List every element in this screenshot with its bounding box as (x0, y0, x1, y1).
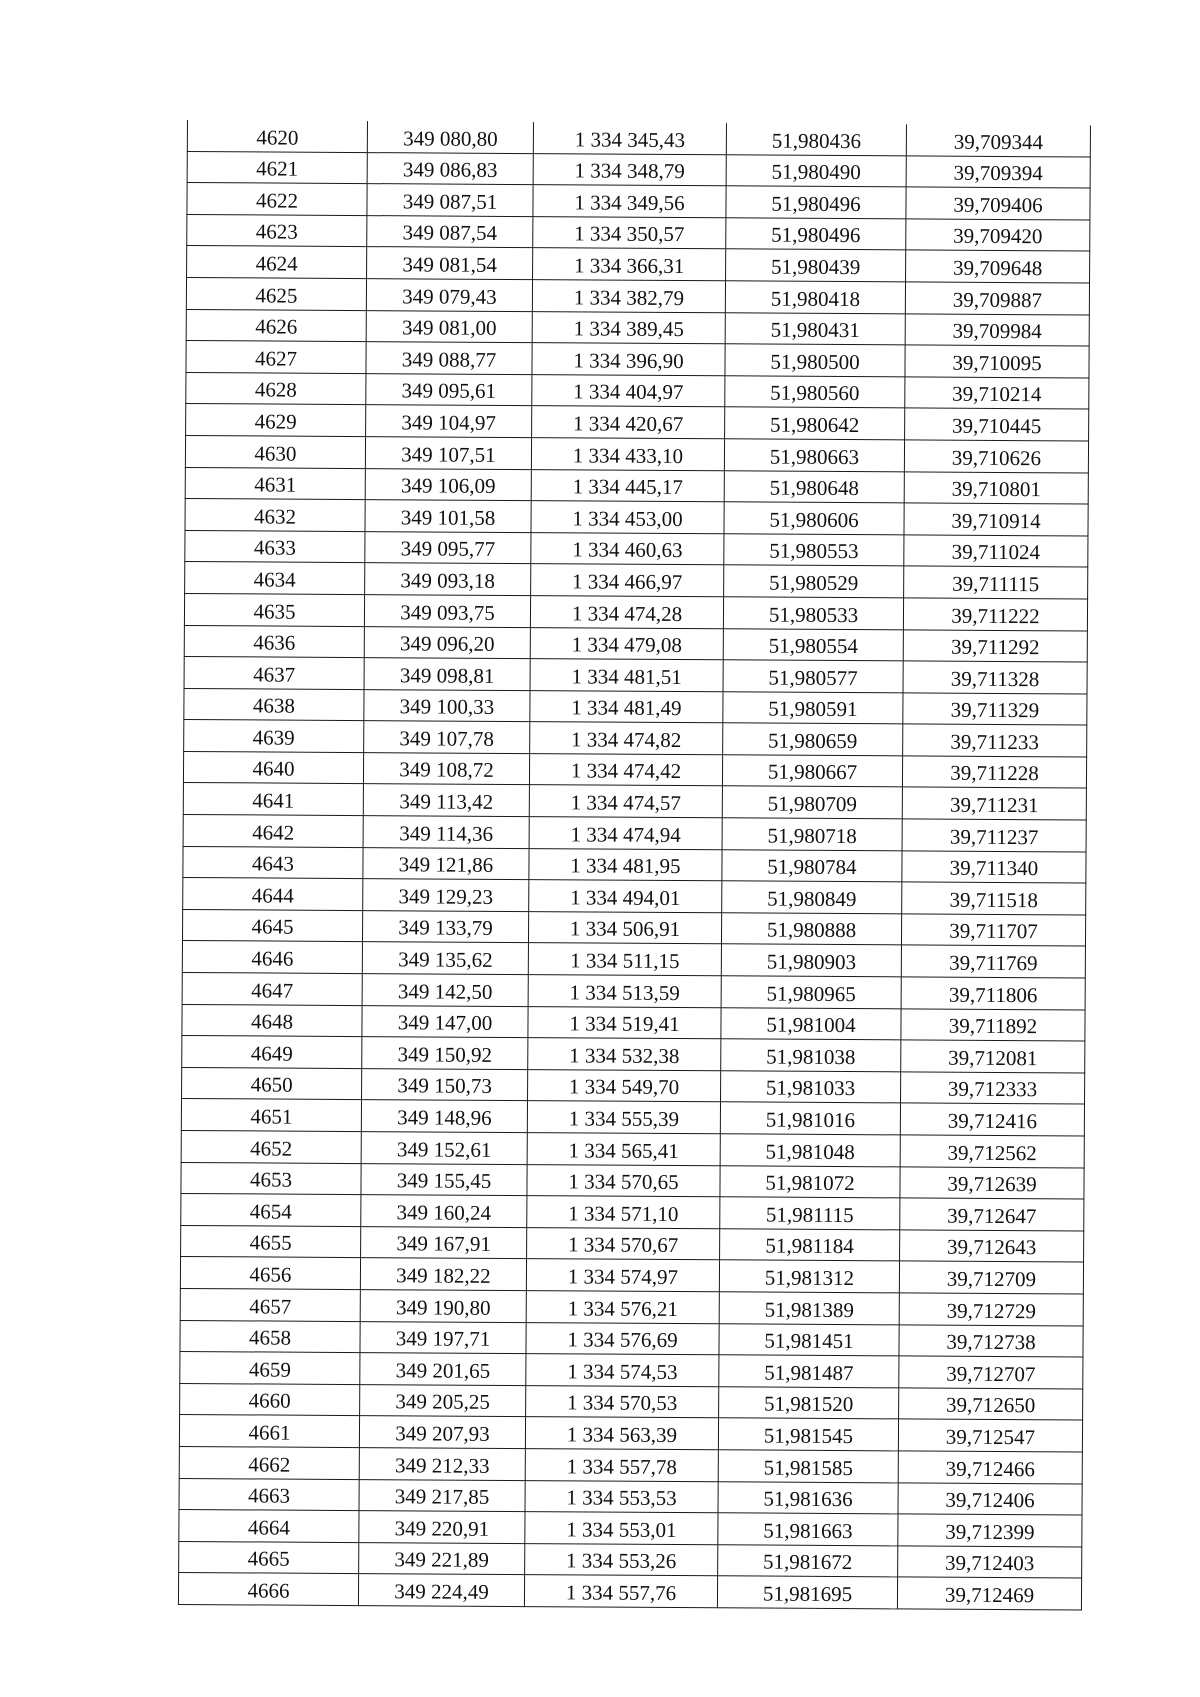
latitude-cell: 51,980888 (721, 913, 901, 946)
longitude-cell: 39,711769 (901, 945, 1085, 978)
x-coordinate-cell: 349 152,61 (361, 1132, 527, 1165)
y-coordinate-cell: 1 334 348,79 (533, 153, 726, 186)
y-coordinate-cell: 1 334 350,57 (533, 216, 726, 249)
longitude-cell: 39,710095 (905, 345, 1089, 378)
latitude-cell: 51,981115 (720, 1197, 900, 1230)
point-number-cell: 4622 (187, 183, 367, 216)
point-number-cell: 4640 (183, 751, 363, 784)
y-coordinate-cell: 1 334 553,53 (525, 1480, 718, 1513)
latitude-cell: 51,980718 (722, 818, 902, 851)
latitude-cell: 51,980500 (725, 344, 905, 377)
x-coordinate-cell: 349 150,92 (362, 1037, 528, 1070)
x-coordinate-cell: 349 114,36 (363, 816, 529, 849)
y-coordinate-cell: 1 334 574,97 (526, 1259, 719, 1292)
longitude-cell: 39,709344 (906, 124, 1090, 156)
y-coordinate-cell: 1 334 557,76 (524, 1575, 717, 1608)
x-coordinate-cell: 349 087,54 (367, 215, 533, 248)
x-coordinate-cell: 349 150,73 (362, 1068, 528, 1101)
x-coordinate-cell: 349 147,00 (362, 1005, 528, 1038)
longitude-cell: 39,712416 (900, 1103, 1084, 1136)
longitude-cell: 39,711806 (901, 977, 1085, 1010)
x-coordinate-cell: 349 201,65 (360, 1353, 526, 1386)
longitude-cell: 39,712547 (898, 1419, 1082, 1452)
point-number-cell: 4621 (187, 151, 367, 184)
y-coordinate-cell: 1 334 511,15 (528, 943, 721, 976)
point-number-cell: 4661 (179, 1415, 359, 1448)
x-coordinate-cell: 349 098,81 (364, 658, 530, 691)
latitude-cell: 51,980784 (722, 849, 902, 882)
point-number-cell: 4660 (180, 1383, 360, 1416)
y-coordinate-cell: 1 334 553,01 (525, 1512, 718, 1545)
latitude-cell: 51,980965 (721, 976, 901, 1009)
longitude-cell: 39,709420 (906, 219, 1090, 252)
x-coordinate-cell: 349 220,91 (359, 1511, 525, 1544)
x-coordinate-cell: 349 107,78 (364, 721, 530, 754)
point-number-cell: 4652 (181, 1130, 361, 1163)
y-coordinate-cell: 1 334 396,90 (532, 343, 725, 376)
x-coordinate-cell: 349 121,86 (363, 847, 529, 880)
x-coordinate-cell: 349 160,24 (361, 1195, 527, 1228)
x-coordinate-cell: 349 081,00 (366, 310, 532, 343)
x-coordinate-cell: 349 135,62 (362, 942, 528, 975)
y-coordinate-cell: 1 334 481,95 (529, 848, 722, 881)
longitude-cell: 39,712647 (900, 1198, 1084, 1231)
latitude-cell: 51,981389 (719, 1292, 899, 1325)
longitude-cell: 39,711340 (902, 851, 1086, 884)
y-coordinate-cell: 1 334 466,97 (531, 564, 724, 597)
x-coordinate-cell: 349 155,45 (361, 1163, 527, 1196)
y-coordinate-cell: 1 334 557,78 (525, 1449, 718, 1482)
y-coordinate-cell: 1 334 474,28 (530, 596, 723, 629)
latitude-cell: 51,980496 (726, 186, 906, 219)
longitude-cell: 39,711024 (904, 535, 1088, 568)
point-number-cell: 4645 (182, 909, 362, 942)
longitude-cell: 39,709406 (906, 187, 1090, 220)
y-coordinate-cell: 1 334 460,63 (531, 532, 724, 565)
point-number-cell: 4643 (183, 846, 363, 879)
latitude-cell: 51,981016 (720, 1102, 900, 1135)
latitude-cell: 51,980560 (725, 376, 905, 409)
longitude-cell: 39,712466 (898, 1451, 1082, 1484)
x-coordinate-cell: 349 217,85 (359, 1479, 525, 1512)
latitude-cell: 51,980431 (725, 312, 905, 345)
y-coordinate-cell: 1 334 433,10 (531, 438, 724, 471)
x-coordinate-cell: 349 224,49 (358, 1574, 524, 1607)
y-coordinate-cell: 1 334 474,82 (530, 722, 723, 755)
y-coordinate-cell: 1 334 494,01 (529, 880, 722, 913)
latitude-cell: 51,980439 (726, 249, 906, 282)
longitude-cell: 39,710214 (905, 377, 1089, 410)
y-coordinate-cell: 1 334 420,67 (532, 406, 725, 439)
y-coordinate-cell: 1 334 570,65 (527, 1164, 720, 1197)
point-number-cell: 4650 (182, 1067, 362, 1100)
x-coordinate-cell: 349 205,25 (360, 1384, 526, 1417)
point-number-cell: 4656 (180, 1257, 360, 1290)
y-coordinate-cell: 1 334 479,08 (530, 627, 723, 660)
y-coordinate-cell: 1 334 481,51 (530, 659, 723, 692)
latitude-cell: 51,981004 (721, 1007, 901, 1040)
point-number-cell: 4629 (186, 404, 366, 437)
y-coordinate-cell: 1 334 474,94 (529, 817, 722, 850)
x-coordinate-cell: 349 167,91 (361, 1226, 527, 1259)
point-number-cell: 4630 (185, 435, 365, 468)
y-coordinate-cell: 1 334 574,53 (526, 1354, 719, 1387)
longitude-cell: 39,712081 (901, 1040, 1085, 1073)
latitude-cell: 51,980642 (725, 407, 905, 440)
x-coordinate-cell: 349 148,96 (361, 1100, 527, 1133)
longitude-cell: 39,711222 (903, 598, 1087, 631)
latitude-cell: 51,981038 (721, 1039, 901, 1072)
y-coordinate-cell: 1 334 571,10 (527, 1196, 720, 1229)
point-number-cell: 4651 (181, 1099, 361, 1132)
point-number-cell: 4635 (184, 593, 364, 626)
longitude-cell: 39,709887 (905, 282, 1089, 315)
y-coordinate-cell: 1 334 576,69 (526, 1322, 719, 1355)
latitude-cell: 51,980591 (723, 691, 903, 724)
x-coordinate-cell: 349 081,54 (367, 247, 533, 280)
point-number-cell: 4665 (179, 1541, 359, 1574)
table-row (178, 1573, 1081, 1610)
longitude-cell: 39,710626 (904, 440, 1088, 473)
x-coordinate-cell: 349 093,75 (364, 595, 530, 628)
longitude-cell: 39,709394 (906, 155, 1090, 188)
point-number-cell: 4658 (180, 1320, 360, 1353)
longitude-cell: 39,712333 (901, 1072, 1085, 1105)
y-coordinate-cell: 1 334 389,45 (532, 311, 725, 344)
point-number-cell: 4648 (182, 1004, 362, 1037)
longitude-cell: 39,711328 (903, 661, 1087, 694)
longitude-cell: 39,712729 (899, 1293, 1083, 1326)
longitude-cell: 39,712406 (898, 1482, 1082, 1515)
y-coordinate-cell: 1 334 349,56 (533, 185, 726, 218)
y-coordinate-cell: 1 334 555,39 (527, 1101, 720, 1134)
latitude-cell: 51,981312 (719, 1260, 899, 1293)
y-coordinate-cell: 1 334 513,59 (528, 975, 721, 1008)
point-number-cell: 4662 (179, 1446, 359, 1479)
x-coordinate-cell: 349 207,93 (359, 1416, 525, 1449)
x-coordinate-cell: 349 101,58 (365, 500, 531, 533)
point-number-cell: 4626 (186, 309, 366, 342)
x-coordinate-cell: 349 108,72 (363, 752, 529, 785)
point-number-cell: 4620 (187, 120, 367, 152)
latitude-cell: 51,980709 (722, 786, 902, 819)
point-number-cell: 4632 (185, 499, 365, 532)
coordinates-table-body (178, 120, 1090, 1610)
point-number-cell: 4627 (186, 341, 366, 374)
x-coordinate-cell: 349 133,79 (362, 910, 528, 943)
longitude-cell: 39,711115 (904, 566, 1088, 599)
point-number-cell: 4638 (184, 688, 364, 721)
y-coordinate-cell: 1 334 565,41 (527, 1133, 720, 1166)
coordinates-table (178, 120, 1091, 1610)
x-coordinate-cell: 349 104,97 (366, 405, 532, 438)
longitude-cell: 39,712639 (900, 1166, 1084, 1199)
latitude-cell: 51,980577 (723, 660, 903, 693)
x-coordinate-cell: 349 107,51 (365, 437, 531, 470)
y-coordinate-cell: 1 334 382,79 (532, 280, 725, 313)
latitude-cell: 51,980903 (721, 944, 901, 977)
latitude-cell: 51,981585 (718, 1450, 898, 1483)
latitude-cell: 51,980436 (726, 123, 906, 155)
latitude-cell: 51,980529 (724, 565, 904, 598)
y-coordinate-cell: 1 334 506,91 (528, 911, 721, 944)
longitude-cell: 39,711228 (902, 756, 1086, 789)
y-coordinate-cell: 1 334 563,39 (525, 1417, 718, 1450)
y-coordinate-cell: 1 334 366,31 (533, 248, 726, 281)
point-number-cell: 4644 (183, 878, 363, 911)
latitude-cell: 51,981451 (719, 1323, 899, 1356)
latitude-cell: 51,981048 (720, 1134, 900, 1167)
x-coordinate-cell: 349 197,71 (360, 1321, 526, 1354)
latitude-cell: 51,981672 (718, 1544, 898, 1577)
latitude-cell: 51,981636 (718, 1481, 898, 1514)
x-coordinate-cell: 349 212,33 (359, 1448, 525, 1481)
latitude-cell: 51,980533 (723, 597, 903, 630)
point-number-cell: 4633 (185, 530, 365, 563)
point-number-cell: 4647 (182, 973, 362, 1006)
x-coordinate-cell: 349 079,43 (366, 279, 532, 312)
longitude-cell: 39,710445 (905, 408, 1089, 441)
latitude-cell: 51,980849 (722, 881, 902, 914)
y-coordinate-cell: 1 334 404,97 (532, 374, 725, 407)
x-coordinate-cell: 349 106,09 (365, 468, 531, 501)
point-number-cell: 4634 (185, 562, 365, 595)
latitude-cell: 51,981520 (719, 1387, 899, 1420)
point-number-cell: 4636 (184, 625, 364, 658)
longitude-cell: 39,711237 (902, 819, 1086, 852)
longitude-cell: 39,710801 (904, 471, 1088, 504)
latitude-cell: 51,981033 (721, 1071, 901, 1104)
y-coordinate-cell: 1 334 570,53 (526, 1385, 719, 1418)
latitude-cell: 51,980553 (724, 534, 904, 567)
longitude-cell: 39,712403 (898, 1546, 1082, 1579)
y-coordinate-cell: 1 334 481,49 (530, 690, 723, 723)
x-coordinate-cell: 349 113,42 (363, 784, 529, 817)
y-coordinate-cell: 1 334 453,00 (531, 501, 724, 534)
point-number-cell: 4666 (178, 1573, 358, 1606)
y-coordinate-cell: 1 334 345,43 (533, 122, 726, 154)
y-coordinate-cell: 1 334 549,70 (528, 1069, 721, 1102)
longitude-cell: 39,712709 (899, 1261, 1083, 1294)
longitude-cell: 39,711892 (901, 1009, 1085, 1042)
point-number-cell: 4642 (183, 815, 363, 848)
x-coordinate-cell: 349 221,89 (359, 1542, 525, 1575)
longitude-cell: 39,712399 (898, 1514, 1082, 1547)
longitude-cell: 39,712469 (897, 1577, 1081, 1610)
point-number-cell: 4628 (186, 372, 366, 405)
x-coordinate-cell: 349 086,83 (367, 152, 533, 185)
point-number-cell: 4625 (186, 277, 366, 310)
longitude-cell: 39,711329 (903, 693, 1087, 726)
latitude-cell: 51,980490 (726, 154, 906, 187)
point-number-cell: 4637 (184, 657, 364, 690)
latitude-cell: 51,980554 (723, 628, 903, 661)
x-coordinate-cell: 349 142,50 (362, 974, 528, 1007)
x-coordinate-cell: 349 087,51 (367, 184, 533, 217)
y-coordinate-cell: 1 334 532,38 (528, 1038, 721, 1071)
y-coordinate-cell: 1 334 474,42 (529, 753, 722, 786)
point-number-cell: 4653 (181, 1162, 361, 1195)
latitude-cell: 51,980659 (723, 723, 903, 756)
latitude-cell: 51,980606 (724, 502, 904, 535)
latitude-cell: 51,980667 (722, 755, 902, 788)
point-number-cell: 4639 (184, 720, 364, 753)
y-coordinate-cell: 1 334 445,17 (531, 469, 724, 502)
point-number-cell: 4631 (185, 467, 365, 500)
point-number-cell: 4663 (179, 1478, 359, 1511)
point-number-cell: 4641 (183, 783, 363, 816)
y-coordinate-cell: 1 334 519,41 (528, 1006, 721, 1039)
latitude-cell: 51,980418 (725, 281, 905, 314)
x-coordinate-cell: 349 095,77 (365, 531, 531, 564)
y-coordinate-cell: 1 334 576,21 (526, 1291, 719, 1324)
x-coordinate-cell: 349 096,20 (364, 626, 530, 659)
longitude-cell: 39,711231 (902, 787, 1086, 820)
latitude-cell: 51,981184 (720, 1229, 900, 1262)
x-coordinate-cell: 349 100,33 (364, 689, 530, 722)
longitude-cell: 39,712650 (899, 1388, 1083, 1421)
point-number-cell: 4623 (187, 214, 367, 247)
longitude-cell: 39,711707 (901, 914, 1085, 947)
latitude-cell: 51,981487 (719, 1355, 899, 1388)
longitude-cell: 39,712738 (899, 1324, 1083, 1357)
y-coordinate-cell: 1 334 570,67 (527, 1227, 720, 1260)
longitude-cell: 39,712643 (900, 1230, 1084, 1263)
point-number-cell: 4654 (181, 1194, 361, 1227)
point-number-cell: 4657 (180, 1288, 360, 1321)
latitude-cell: 51,981072 (720, 1165, 900, 1198)
latitude-cell: 51,981695 (717, 1576, 897, 1609)
longitude-cell: 39,712707 (899, 1356, 1083, 1389)
x-coordinate-cell: 349 129,23 (363, 879, 529, 912)
point-number-cell: 4664 (179, 1510, 359, 1543)
point-number-cell: 4646 (182, 941, 362, 974)
longitude-cell: 39,711518 (902, 882, 1086, 915)
x-coordinate-cell: 349 080,80 (367, 121, 533, 153)
y-coordinate-cell: 1 334 553,26 (525, 1543, 718, 1576)
longitude-cell: 39,711292 (903, 629, 1087, 662)
longitude-cell: 39,709648 (906, 250, 1090, 283)
latitude-cell: 51,980663 (724, 439, 904, 472)
longitude-cell: 39,709984 (905, 313, 1089, 346)
latitude-cell: 51,981663 (718, 1513, 898, 1546)
latitude-cell: 51,980648 (724, 470, 904, 503)
point-number-cell: 4659 (180, 1352, 360, 1385)
point-number-cell: 4624 (187, 246, 367, 279)
longitude-cell: 39,711233 (903, 724, 1087, 757)
x-coordinate-cell: 349 095,61 (366, 373, 532, 406)
x-coordinate-cell: 349 093,18 (365, 563, 531, 596)
latitude-cell: 51,981545 (718, 1418, 898, 1451)
point-number-cell: 4649 (182, 1036, 362, 1069)
y-coordinate-cell: 1 334 474,57 (529, 785, 722, 818)
longitude-cell: 39,710914 (904, 503, 1088, 536)
x-coordinate-cell: 349 190,80 (360, 1290, 526, 1323)
x-coordinate-cell: 349 182,22 (360, 1258, 526, 1291)
longitude-cell: 39,712562 (900, 1135, 1084, 1168)
point-number-cell: 4655 (181, 1225, 361, 1258)
latitude-cell: 51,980496 (726, 218, 906, 251)
x-coordinate-cell: 349 088,77 (366, 342, 532, 375)
